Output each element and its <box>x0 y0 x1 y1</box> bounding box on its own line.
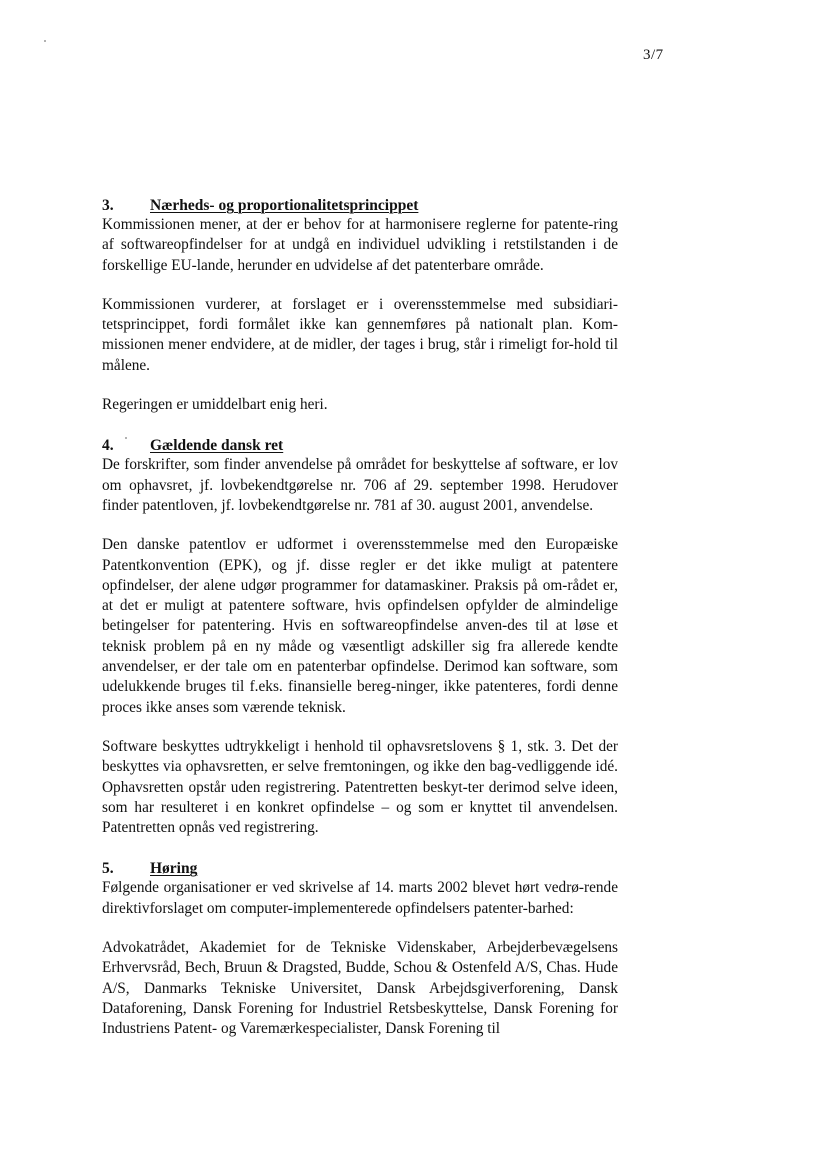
section-heading <box>102 436 618 455</box>
section-number: 5. <box>102 860 114 878</box>
section-heading <box>102 859 618 878</box>
section-title: Gældende dansk ret <box>150 437 284 455</box>
paragraph: Software beskyttes udtrykkeligt i henhold til ophavsretslovens § 1, stk. 3. Det der beskyttes via ophavsretten, er selve fremtoningen, og ikke den bag-vedliggende idé. Ophavsretten opstår uden registrering. Patentretten beskyt-ter derimod selve ideen, som har resulteret i en konkret opfindelse – og som er knyttet til anvendelsen. Patentretten opnås ved registrering. <box>102 737 618 837</box>
section-heading <box>102 196 618 215</box>
section-title: Høring <box>150 860 198 878</box>
section-title: Nærheds- og proportionalitetsprincippet <box>150 197 419 214</box>
page-number: 3/7 <box>643 47 664 63</box>
paragraph: Den danske patentlov er udformet i overensstemmelse med den Europæiske Patentkonvention (EPK), og jf. disse regler er det ikke muligt at patentere opfindelser, der alene udgør programmer for datamaskiner. Praksis på om-rådet er, at det er muligt at patentere software, hvis opfindelsen opfylder de almindelige betingelser for patentering. Hvis en softwareopfindelse anven-des til at løse et teknisk problem på en ny måde og væsentligt adskiller sig fra allerede kendte anvendelser, er der tale om en patenterbar opfindelse. Derimod kan software, som udelukkende bruges til f.eks. finansielle bereg-ninger, ikke patenteres, fordi denne proces ikke anses som værende teknisk. <box>102 536 618 716</box>
paragraph: Følgende organisationer er ved skrivelse af 14. marts 2002 blevet hørt vedrø-rende direktivforslaget om computer-implementerede opfindelsers patenter-barhed: <box>102 879 618 917</box>
paragraph: Advokatrådet, Akademiet for de Tekniske Videnskaber, Arbejderbevægelsens Erhvervsråd, Bech, Bruun & Dragsted, Budde, Schou & Ostenfeld A/S, Chas. Hude A/S, Danmarks Tekniske Universitet, Dansk Arbejdsgiverforening, Dansk Dataforening, Dansk Forening for Industriel Retsbeskyttelse, Dansk Forening for Industriens Patent- og Varemærkespecialister, Dansk Forening til <box>102 939 618 1038</box>
paragraph: De forskrifter, som finder anvendelse på området for beskyttelse af software, er lov om ophavsret, jf. lovbekendtgørelse nr. 706 af 29. september 1998. Herudover finder patentloven, jf. lovbekendtgørelse nr. 781 af 30. august 2001, anvendelse. <box>102 456 618 514</box>
paragraph: Kommissionen vurderer, at forslaget er i overensstemmelse med subsidiari-tetsprincippet, fordi formålet ikke kan gennemføres på nationalt plan. Kom-missionen mener endvidere, at de midler, der tages i brug, står i rimeligt for-hold til målene. <box>102 295 618 374</box>
section-number: 3. <box>102 197 114 214</box>
section-number: 4. <box>102 437 114 455</box>
scan-speck <box>44 40 46 42</box>
document-body <box>102 196 618 1040</box>
paragraph: Regeringen er umiddelbart enig heri. <box>102 396 328 414</box>
paragraph: Kommissionen mener, at der er behov for at harmonisere reglerne for patente-ring af softwareopfindelser for at undgå en individuel udvikling i retstilstanden i de forskellige EU-lande, herunder en udvidelse af det patenterbare område. <box>102 216 618 274</box>
